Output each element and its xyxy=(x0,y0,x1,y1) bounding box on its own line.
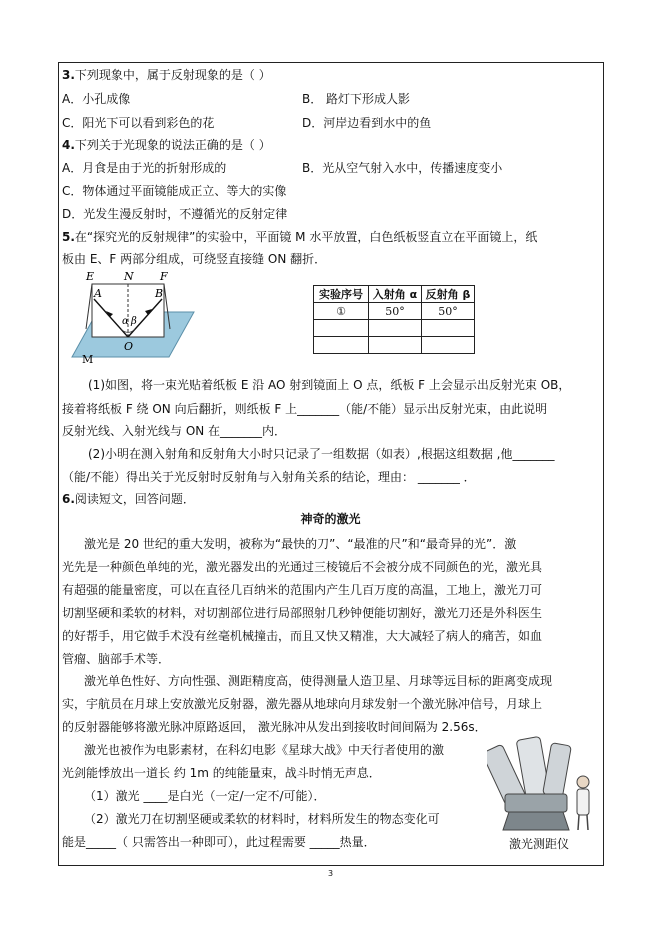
table-header-row xyxy=(314,286,475,303)
label-e: E xyxy=(86,270,95,283)
q5-part2-line2: （能/不能）得出关于光反射时反射角与入射角关系的结论，理由： _______ ． xyxy=(62,470,476,484)
q6-number: 6. xyxy=(62,492,75,506)
table-cell xyxy=(422,337,475,354)
q4-option-c: C．物体通过平面镜能成正立、等大的实像 xyxy=(62,184,287,198)
q5-part2-line1: (2)小明在测入射角和反射角大小时只记录了一组数据（如表）,根据这组数据 ,他_______ xyxy=(88,447,555,461)
q5-part1-line1: (1)如图，将一束光贴着纸板 E 沿 AO 射到镜面上 O 点，纸板 F 上会显示出反射光束 OB， xyxy=(88,378,571,392)
q4-option-a: A．月食是由于光的折射形成的 xyxy=(62,161,227,175)
q4-number: 4. xyxy=(62,138,75,152)
article-paragraph-1-line: 管瘤、脑部手术等． xyxy=(62,652,171,666)
table-header: 入射角 α xyxy=(369,286,422,303)
q5-intro-2: 板由 E、F 两部分组成，可绕竖直接缝 ON 翻折． xyxy=(62,252,327,266)
q3-option-c: C．阳光下可以看到彩色的花 xyxy=(62,116,215,130)
table-cell xyxy=(369,320,422,337)
laser-rangefinder-image xyxy=(487,736,595,832)
article-paragraph-1-line: 切割坚硬和柔软的材料，对切割部位进行局部照射几秒钟便能切割好，激光刀还是外科医生 xyxy=(62,606,543,620)
article-paragraph-1-line: 的好帮手，用它做手术没有丝毫机械撞击，而且又快又精准，大大减轻了病人的痛苦，如血 xyxy=(62,629,543,643)
q6-sub2-line2: 能是_____（ 只需答出一种即可），此过程需要 _____热量． xyxy=(62,835,376,849)
article-paragraph-3-line: 激光也被作为电影素材，在科幻电影《星球大战》中天行者使用的激 xyxy=(84,743,445,757)
q4-option-d: D．光发生漫反射时，不遵循光的反射定律 xyxy=(62,207,288,221)
label-a: A xyxy=(94,287,102,300)
q5-intro: 5.在“探究光的反射规律”的实验中，平面镜 M 水平放置，白色纸板竖直立在平面镜上，纸 xyxy=(62,230,538,244)
page-number: 3 xyxy=(327,869,334,878)
article-paragraph-3-line: 光剑能悸放出一道长 约 1m 的纯能量束，战斗时悄无声息． xyxy=(62,766,381,780)
q3-stem: 3.下列现象中，属于反射现象的是（ ） xyxy=(62,68,271,82)
label-b: B xyxy=(155,287,164,300)
table-cell: 50° xyxy=(422,303,475,320)
article-paragraph-1-line: 激光是 20 世纪的重大发明，被称为“最快的刀”、“最准的尺”和“最奇异的光”．激 xyxy=(84,537,517,551)
q5-number: 5. xyxy=(62,230,75,244)
reflection-figure xyxy=(64,267,204,367)
article-paragraph-1-line: 有超强的能量密度，可以在直径几百纳米的范围内产生几百万度的高温，工地上，激光刀可 xyxy=(62,583,543,597)
q3-option-d: D．河岸边看到水中的鱼 xyxy=(302,116,432,130)
table-cell xyxy=(314,320,369,337)
article-paragraph-1-line: 光先是一种颜色单纯的光，激光器发出的光通过三棱镜后不会被分成不同颜色的光，激光具 xyxy=(62,560,543,574)
q5-part1-line2: 接着将纸板 F 绕 ON 向后翻折，则纸板 F 上_______（能/不能）显示出反射光束，由此说明 xyxy=(62,402,548,416)
table-row xyxy=(314,320,475,337)
table-header: 反射角 β xyxy=(422,286,475,303)
table-row xyxy=(314,337,475,354)
table-cell xyxy=(369,337,422,354)
q3-option-a: A．小孔成像 xyxy=(62,92,131,106)
q3-option-b: B． 路灯下形成人影 xyxy=(302,92,411,106)
q6-sub1: （1）激光 ____是白光（一定/一定不/可能）． xyxy=(84,789,326,803)
q6-stem: 6.阅读短文，回答问题． xyxy=(62,492,195,506)
q4-option-b: B．光从空气射入水中，传播速度变小 xyxy=(302,161,503,175)
image-caption: 激光测距仪 xyxy=(509,837,570,851)
label-o: O xyxy=(124,340,134,353)
label-f: F xyxy=(160,270,168,283)
table-cell: ① xyxy=(314,303,369,320)
q3-number: 3. xyxy=(62,68,75,82)
data-table xyxy=(313,285,475,354)
table-cell xyxy=(422,320,475,337)
article-paragraph-2-line: 激光单色性好、方向性强、测距精度高，使得测量人造卫星、月球等远目标的距离变成现 xyxy=(84,674,553,688)
table-cell xyxy=(314,337,369,354)
q6-sub2-line1: （2）激光刀在切割坚硬或柔软的材料时，材料所发生的物态变化可 xyxy=(84,812,440,826)
q5-part1-line3: 反射光线、入射光线与 ON 在_______内． xyxy=(62,424,287,438)
article-title: 神奇的激光 xyxy=(300,512,361,526)
label-m: M xyxy=(82,353,94,366)
article-paragraph-2-line: 的反射器能够将激光脉冲原路返回， 激光脉冲从发出到接收时间间隔为 2.56s． xyxy=(62,720,487,734)
article-paragraph-2-line: 实，宇航员在月球上安放激光反射器，激先器从地球向月球发射一个激光脉冲信号，月球上 xyxy=(62,697,543,711)
q4-stem: 4.下列关于光现象的说法正确的是（ ） xyxy=(62,138,271,152)
table-header: 实验序号 xyxy=(314,286,369,303)
label-beta: β xyxy=(131,316,137,327)
label-n: N xyxy=(124,270,134,283)
table-cell: 50° xyxy=(369,303,422,320)
label-alpha: α xyxy=(122,316,129,327)
table-row xyxy=(314,303,475,320)
